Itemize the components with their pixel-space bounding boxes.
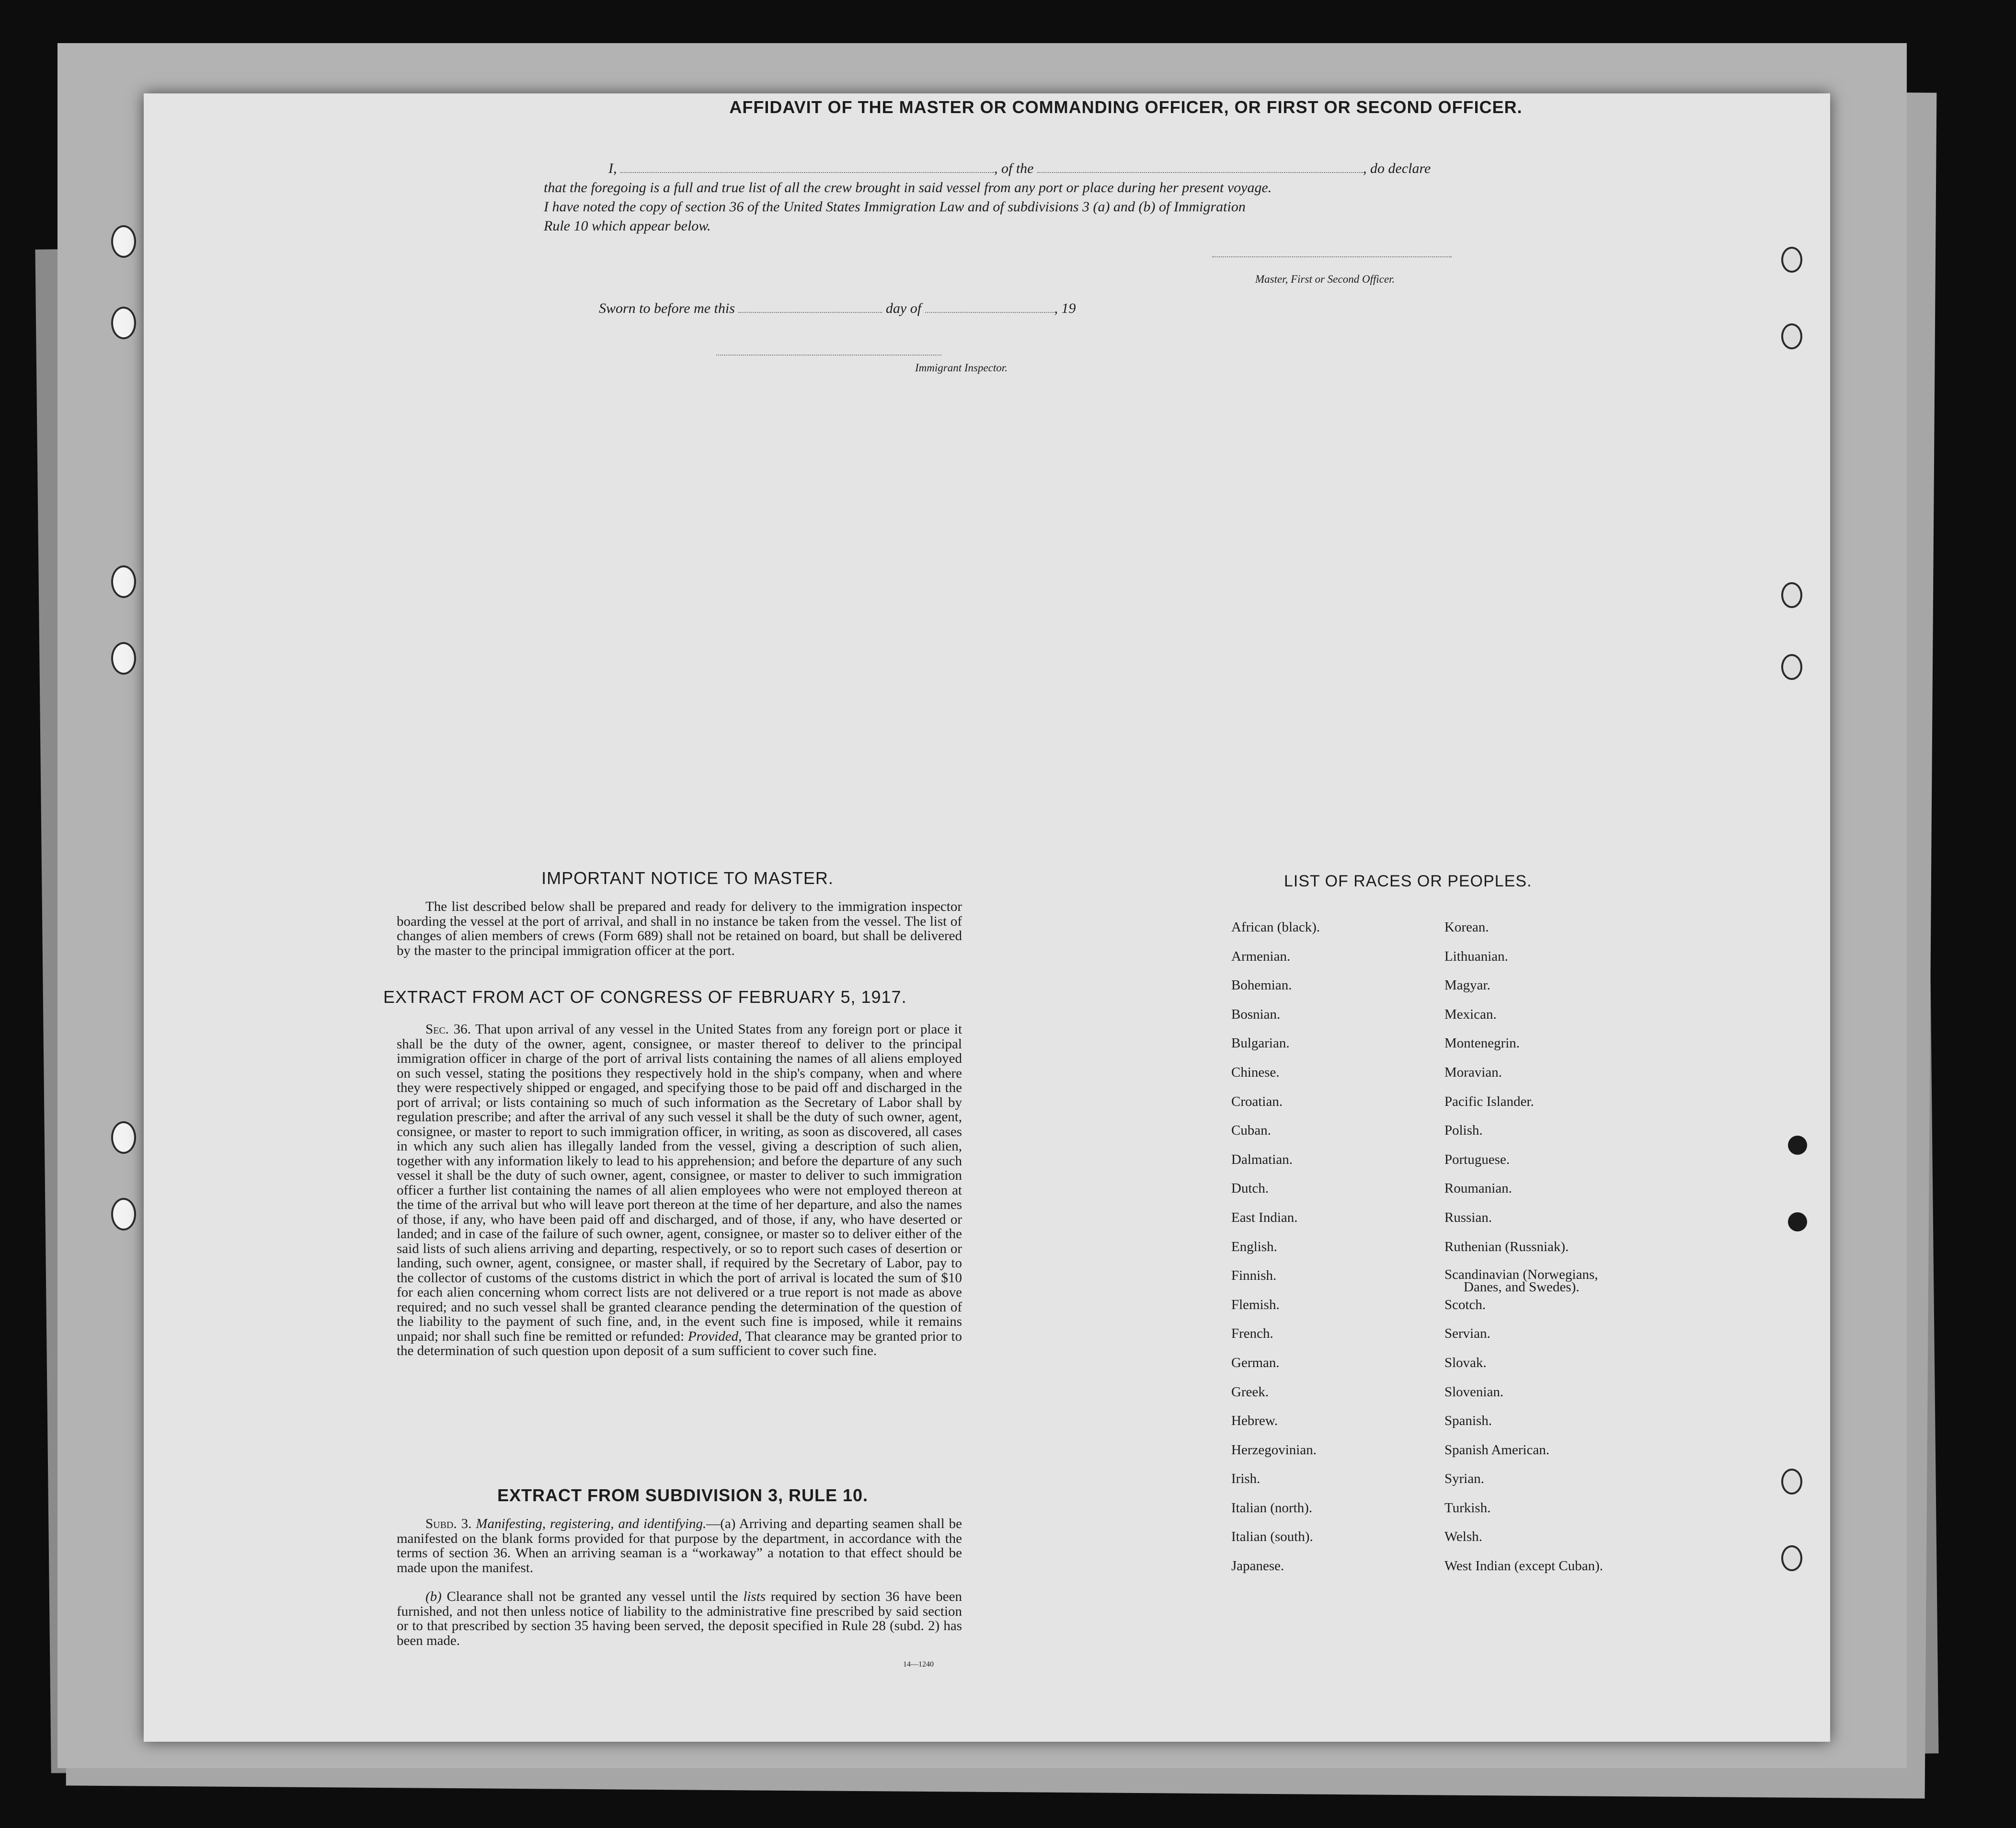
race-item: Scotch.	[1444, 1297, 1486, 1312]
punch-dot	[1788, 1136, 1807, 1155]
master-signature-caption: Master, First or Second Officer.	[1255, 273, 1395, 285]
rule-subd-label: Subd. 3.	[425, 1516, 472, 1531]
affidavit-declare-label: , do declare	[1363, 161, 1431, 176]
act-extract-title: EXTRACT FROM ACT OF CONGRESS OF FEBRUARY 5, 1917.	[383, 987, 907, 1007]
race-item-scandinavian-cont: Danes, and Swedes).	[1464, 1279, 1580, 1295]
day-blank-field[interactable]	[738, 312, 882, 313]
name-blank-field[interactable]	[620, 172, 994, 173]
race-item: Italian (south).	[1231, 1529, 1313, 1545]
punch-hole	[111, 225, 136, 258]
rule-para-b	[397, 1589, 962, 1648]
month-blank-field[interactable]	[925, 312, 1054, 313]
race-item: Italian (north).	[1231, 1500, 1313, 1516]
punch-dot	[1788, 1212, 1807, 1231]
race-item: Korean.	[1444, 920, 1489, 935]
race-item: Servian.	[1444, 1326, 1490, 1342]
race-item: Polish.	[1444, 1123, 1483, 1138]
rule-para-b-label: (b)	[425, 1589, 442, 1604]
race-item: Montenegrin.	[1444, 1035, 1520, 1051]
race-item: Pacific Islander.	[1444, 1093, 1534, 1109]
race-item: Croatian.	[1231, 1093, 1283, 1109]
race-item: Bosnian.	[1231, 1006, 1281, 1022]
race-item: Cuban.	[1231, 1123, 1271, 1138]
race-item: Slovenian.	[1444, 1384, 1504, 1400]
punch-hole	[1781, 654, 1802, 680]
race-item: Dalmatian.	[1231, 1151, 1293, 1167]
punch-hole	[1781, 1469, 1802, 1495]
race-item: Herzegovinian.	[1231, 1442, 1317, 1458]
affidavit-line-4: Rule 10 which appear below.	[544, 218, 711, 234]
sworn-label: Sworn to before me this	[599, 300, 735, 316]
rule-subd-heading: Manifesting, registering, and identifying.	[476, 1516, 707, 1531]
race-item: Spanish American.	[1444, 1442, 1550, 1458]
race-item: West Indian (except Cuban).	[1444, 1558, 1604, 1574]
sworn-line	[599, 300, 1076, 317]
race-item: Slovak.	[1444, 1355, 1487, 1370]
races-column-2	[1444, 920, 1708, 1588]
race-item: French.	[1231, 1326, 1273, 1342]
act-provided-label: Provided,	[687, 1328, 742, 1344]
rule-para-a	[397, 1517, 962, 1575]
act-section-text: That upon arrival of any vessel in the United States from any foreign port or place it shall be the duty of the owner, agent, consignee, or master thereof to deliver to the principal immigration officer in charge of the port of arrival lists containing the names of all aliens employed on such vessel, stating the positions they respectively hold in the ship's company, when and where they were respectively shipped or engaged, and specifying those to be paid off and discharged in the port of arrival; or lists containing so much of such information as the Secretary of Labor shall by regulation prescribe; and after the arrival of any such vessel it shall be the duty of such owner, agent, consignee, or master to report to such immigration officer, in writing, as soon as discovered, all cases in which any such alien has illegally landed from the vessel, giving a description of such alien, together with any information likely to lead to his apprehension; and before the departure of any such vessel it shall be the duty of such owner, agent, consignee, or master to deliver to such immigration officer a further list containing the names of all alien employees who were not employed thereon at the time of the arrival but who will leave port thereon at the time of her departure, and also the names of those, if any, who have been paid off and discharged, and of those, if any, who have deserted or landed; and in case of the failure of such owner, agent, consignee, or master so to deliver either of the said lists of such aliens arriving and departing, respectively, or so to report such cases of desertion or landing, such owner, agent, consignee, or master shall, if required by the Secretary of Labor, pay to the collector of customs of the customs district in which the port of arrival is located the sum of $10 for each alien concerning whom correct lists are not delivered or a true report is not made as above required; and no such vessel shall be granted clearance pending the determination of the question of the liability to the payment of such fine, and, in the event such fine is imposed, while it remains unpaid; nor shall such fine be remitted or refunded:	[397, 1022, 962, 1344]
race-item: English.	[1231, 1239, 1277, 1254]
punch-hole	[111, 1198, 136, 1230]
race-item: Welsh.	[1444, 1529, 1483, 1545]
rule-para-b-text-2: required by section 36 have been furnished, and not then unless notice of liability to the administrative fine prescribed by said section or to that prescribed by section 35 having been served, the deposit specified in Rule 28 (subd. 2) has been made.	[397, 1589, 962, 1648]
punch-hole	[1781, 582, 1802, 608]
race-item: Lithuanian.	[1444, 948, 1508, 964]
race-item: Portuguese.	[1444, 1151, 1510, 1167]
notice-title: IMPORTANT NOTICE TO MASTER.	[541, 868, 834, 888]
race-item: Finnish.	[1231, 1268, 1277, 1284]
punch-hole	[111, 642, 136, 675]
punch-hole	[1781, 323, 1802, 349]
races-title: LIST OF RACES OR PEOPLES.	[1284, 872, 1532, 890]
affidavit-of-the-label: , of the	[994, 161, 1034, 176]
punch-hole	[111, 1121, 136, 1154]
race-item: Bulgarian.	[1231, 1035, 1290, 1051]
race-item	[1444, 1268, 1708, 1298]
race-item: Moravian.	[1444, 1064, 1502, 1080]
race-item: Syrian.	[1444, 1471, 1484, 1487]
form-number: 14—1240	[903, 1660, 934, 1668]
race-item: Greek.	[1231, 1384, 1269, 1400]
inspector-caption: Immigrant Inspector.	[915, 362, 1008, 374]
race-item: Roumanian.	[1444, 1181, 1512, 1196]
race-item: Flemish.	[1231, 1297, 1280, 1312]
race-item: Irish.	[1231, 1471, 1260, 1487]
punch-hole	[1781, 247, 1802, 273]
races-column-1	[1231, 920, 1447, 1588]
race-item: Russian.	[1444, 1209, 1492, 1225]
race-item: Chinese.	[1231, 1064, 1280, 1080]
race-item: Magyar.	[1444, 977, 1490, 993]
affidavit-line-1	[544, 161, 1631, 177]
vessel-blank-field[interactable]	[1037, 172, 1363, 173]
document-page	[144, 93, 1830, 1742]
race-item: Armenian.	[1231, 948, 1291, 964]
notice-body: The list described below shall be prepared and ready for delivery to the immigration inspector boarding the vessel at the port of arrival, and shall in no instance be taken from the vessel. The list of changes of alien members of crews (Form 689) shall not be retained on board, but shall be delivered by the master to the principal immigration officer at the port.	[397, 899, 962, 958]
affidavit-line-3: I have noted the copy of section 36 of the United States Immigration Law and of subdivisions 3 (a) and (b) of Immigration	[544, 199, 1246, 215]
rule-para-b-lists: lists	[743, 1589, 766, 1604]
master-signature-line[interactable]	[1212, 256, 1452, 257]
race-item: Mexican.	[1444, 1006, 1497, 1022]
race-item: Bohemian.	[1231, 977, 1292, 993]
affidavit-i-label: I,	[608, 161, 617, 176]
affidavit-line-2: that the foregoing is a full and true list of all the crew brought in said vessel from any port or place during her present voyage.	[544, 180, 1272, 195]
race-item: African (black).	[1231, 920, 1320, 935]
race-item: East Indian.	[1231, 1209, 1298, 1225]
race-item: Turkish.	[1444, 1500, 1491, 1516]
inspector-signature-line[interactable]	[716, 355, 941, 356]
race-item: Dutch.	[1231, 1181, 1269, 1196]
rule-para-a-text: —(a) Arriving and departing seamen shall be manifested on the blank forms provided for that purpose by the department, in accordance with the terms of section 36. When an arriving seaman is a “workaway” a notation to that effect should be made upon the manifest.	[397, 1516, 962, 1575]
act-section-label: Sec. 36.	[425, 1022, 471, 1037]
race-item: German.	[1231, 1355, 1280, 1370]
day-of-label: day of	[885, 300, 922, 316]
race-item: Hebrew.	[1231, 1413, 1278, 1429]
punch-hole	[111, 307, 136, 339]
rule-extract-title: EXTRACT FROM SUBDIVISION 3, RULE 10.	[497, 1485, 869, 1505]
year-label: , 19	[1054, 300, 1076, 316]
race-item: Japanese.	[1231, 1558, 1284, 1574]
race-item-scandinavian: Scandinavian (Norwegians,	[1444, 1267, 1598, 1283]
act-extract-body	[397, 1022, 962, 1358]
punch-hole	[111, 565, 136, 598]
affidavit-title: AFFIDAVIT OF THE MASTER OR COMMANDING OFFICER, OR FIRST OR SECOND OFFICER.	[729, 97, 1523, 117]
punch-hole	[1781, 1545, 1802, 1571]
act-section-text-end: That clearance may be granted prior to the determination of such question upon deposit of a sum sufficient to cover such fine.	[397, 1328, 962, 1358]
race-item: Spanish.	[1444, 1413, 1492, 1429]
race-item: Ruthenian (Russniak).	[1444, 1239, 1569, 1254]
rule-para-b-text-1: Clearance shall not be granted any vessel until the	[447, 1589, 738, 1604]
